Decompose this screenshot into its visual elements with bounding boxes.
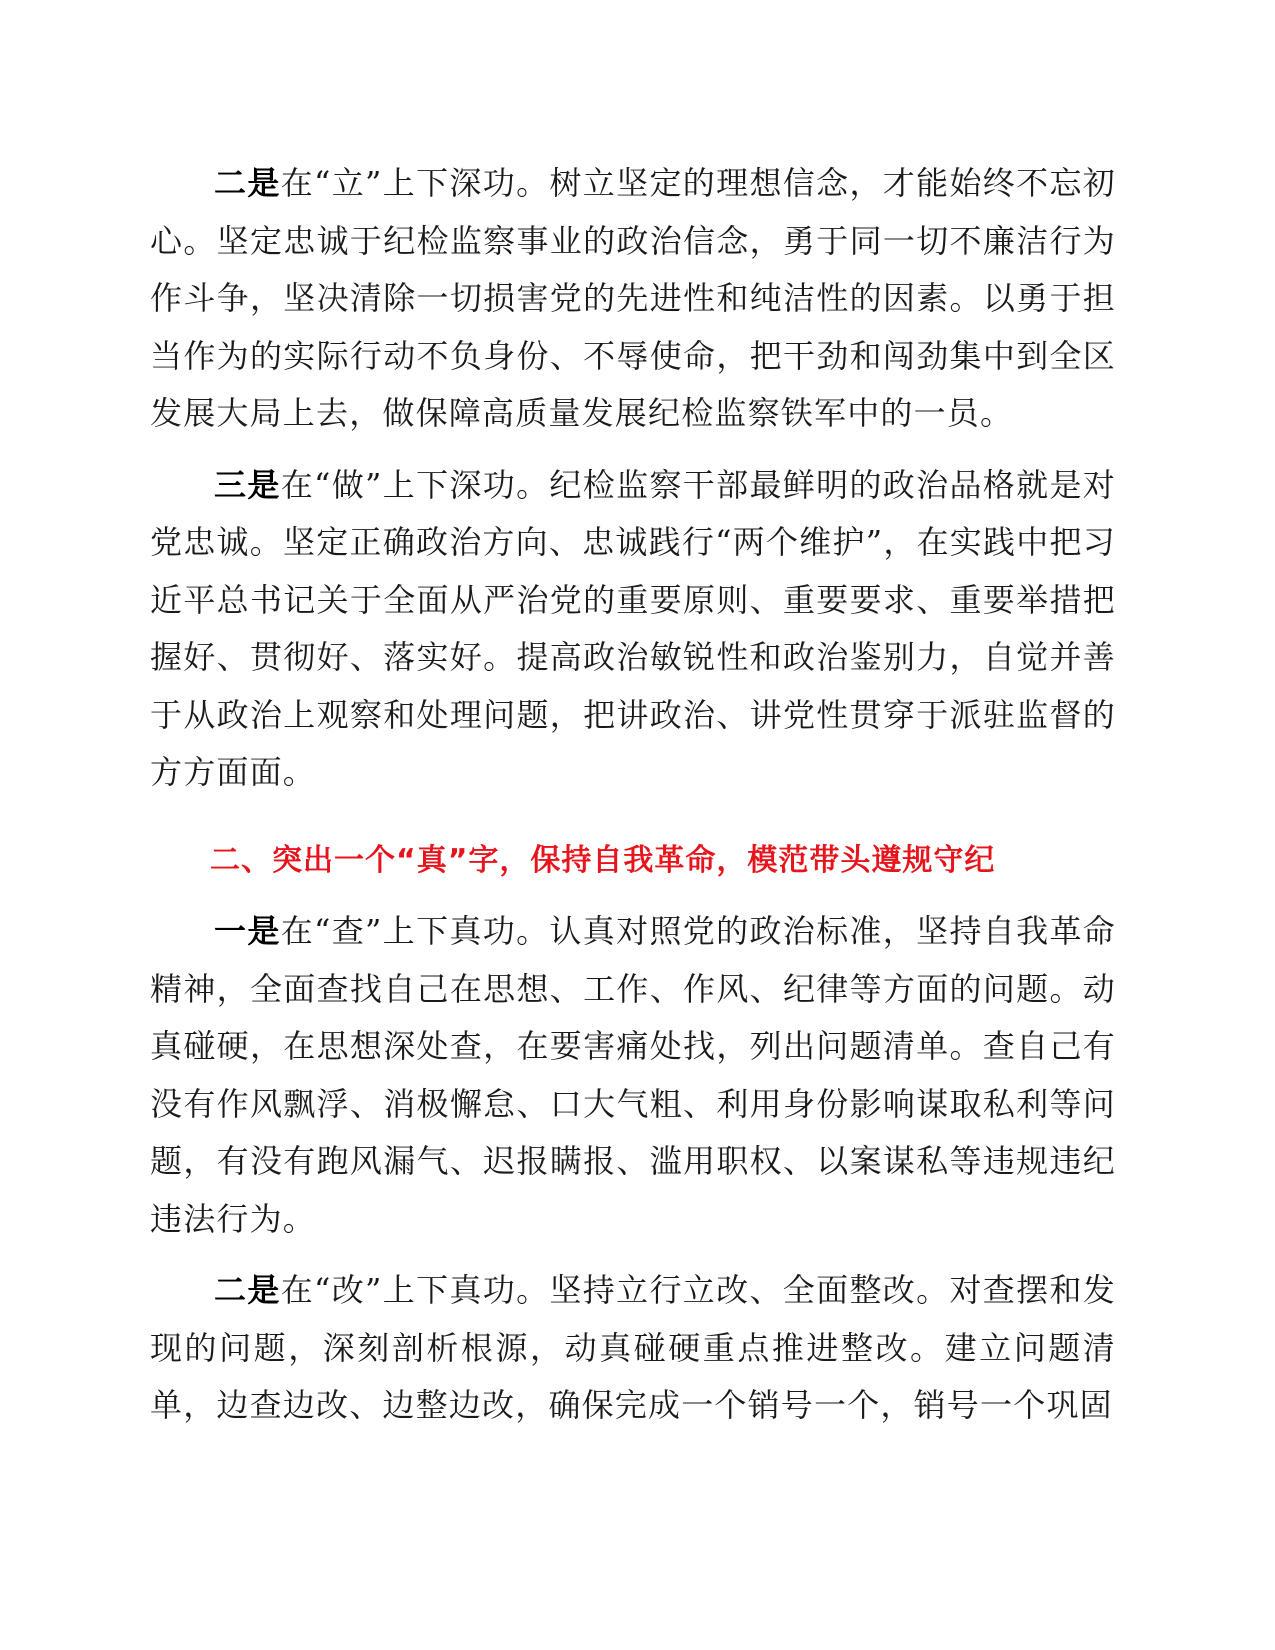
paragraph-lead: 三是 bbox=[214, 465, 281, 504]
paragraph-zuo bbox=[150, 457, 1116, 802]
paragraph-li bbox=[150, 155, 1116, 443]
paragraph-cha bbox=[150, 903, 1116, 1248]
section-heading: 二、突出一个“真”字，保持自我革命，模范带头遵规守纪 bbox=[210, 842, 996, 878]
paragraph-text: 在“改”上下真功。坚持立行立改、全面整改。对查摆和发现的问题，深刻剖析根源，动真碰硬重点推进整改。建立问题清单，边查边改、边整边改，确保完成一个销号一个，销号一个巩固 bbox=[150, 1271, 1117, 1424]
paragraph-text: 在“查”上下真功。认真对照党的政治标准，坚持自我革命精神，全面查找自己在思想、工作、作风、纪律等方面的问题。动真碰硬，在思想深处查，在要害痛处找，列出问题清单。查自己有没有作风飘浮、消极懈怠、口大气粗、利用身份影响谋取私利等问题，有没有跑风漏气、迟报瞒报、滥用职权、以案谋私等违规违纪违法行为。 bbox=[150, 912, 1117, 1238]
paragraph-text: 在“做”上下深功。纪检监察干部最鲜明的政治品格就是对党忠诚。坚定正确政治方向、忠诚践行“两个维护”，在实践中把习近平总书记关于全面从严治党的重要原则、重要要求、重要举措把握好、贯彻好、落实好。提高政治敏锐性和政治鉴别力，自觉并善于从政治上观察和处理问题，把讲政治、讲党性贯穿于派驻监督的方方面面。 bbox=[150, 465, 1117, 791]
paragraph-text: 在“立”上下深功。树立坚定的理想信念，才能始终不忘初心。坚定忠诚于纪检监察事业的政治信念，勇于同一切不廉洁行为作斗争，坚决清除一切损害党的先进性和纯洁性的因素。以勇于担当作为的实际行动不负身份、不辱使命，把干劲和闯劲集中到全区发展大局上去，做保障高质量发展纪检监察铁军中的一员。 bbox=[150, 164, 1117, 432]
document-page bbox=[150, 155, 1116, 1435]
paragraph-lead: 二是 bbox=[214, 164, 281, 202]
paragraph-lead: 二是 bbox=[214, 1271, 281, 1309]
paragraph-lead: 一是 bbox=[214, 912, 281, 950]
paragraph-gai bbox=[150, 1262, 1116, 1435]
